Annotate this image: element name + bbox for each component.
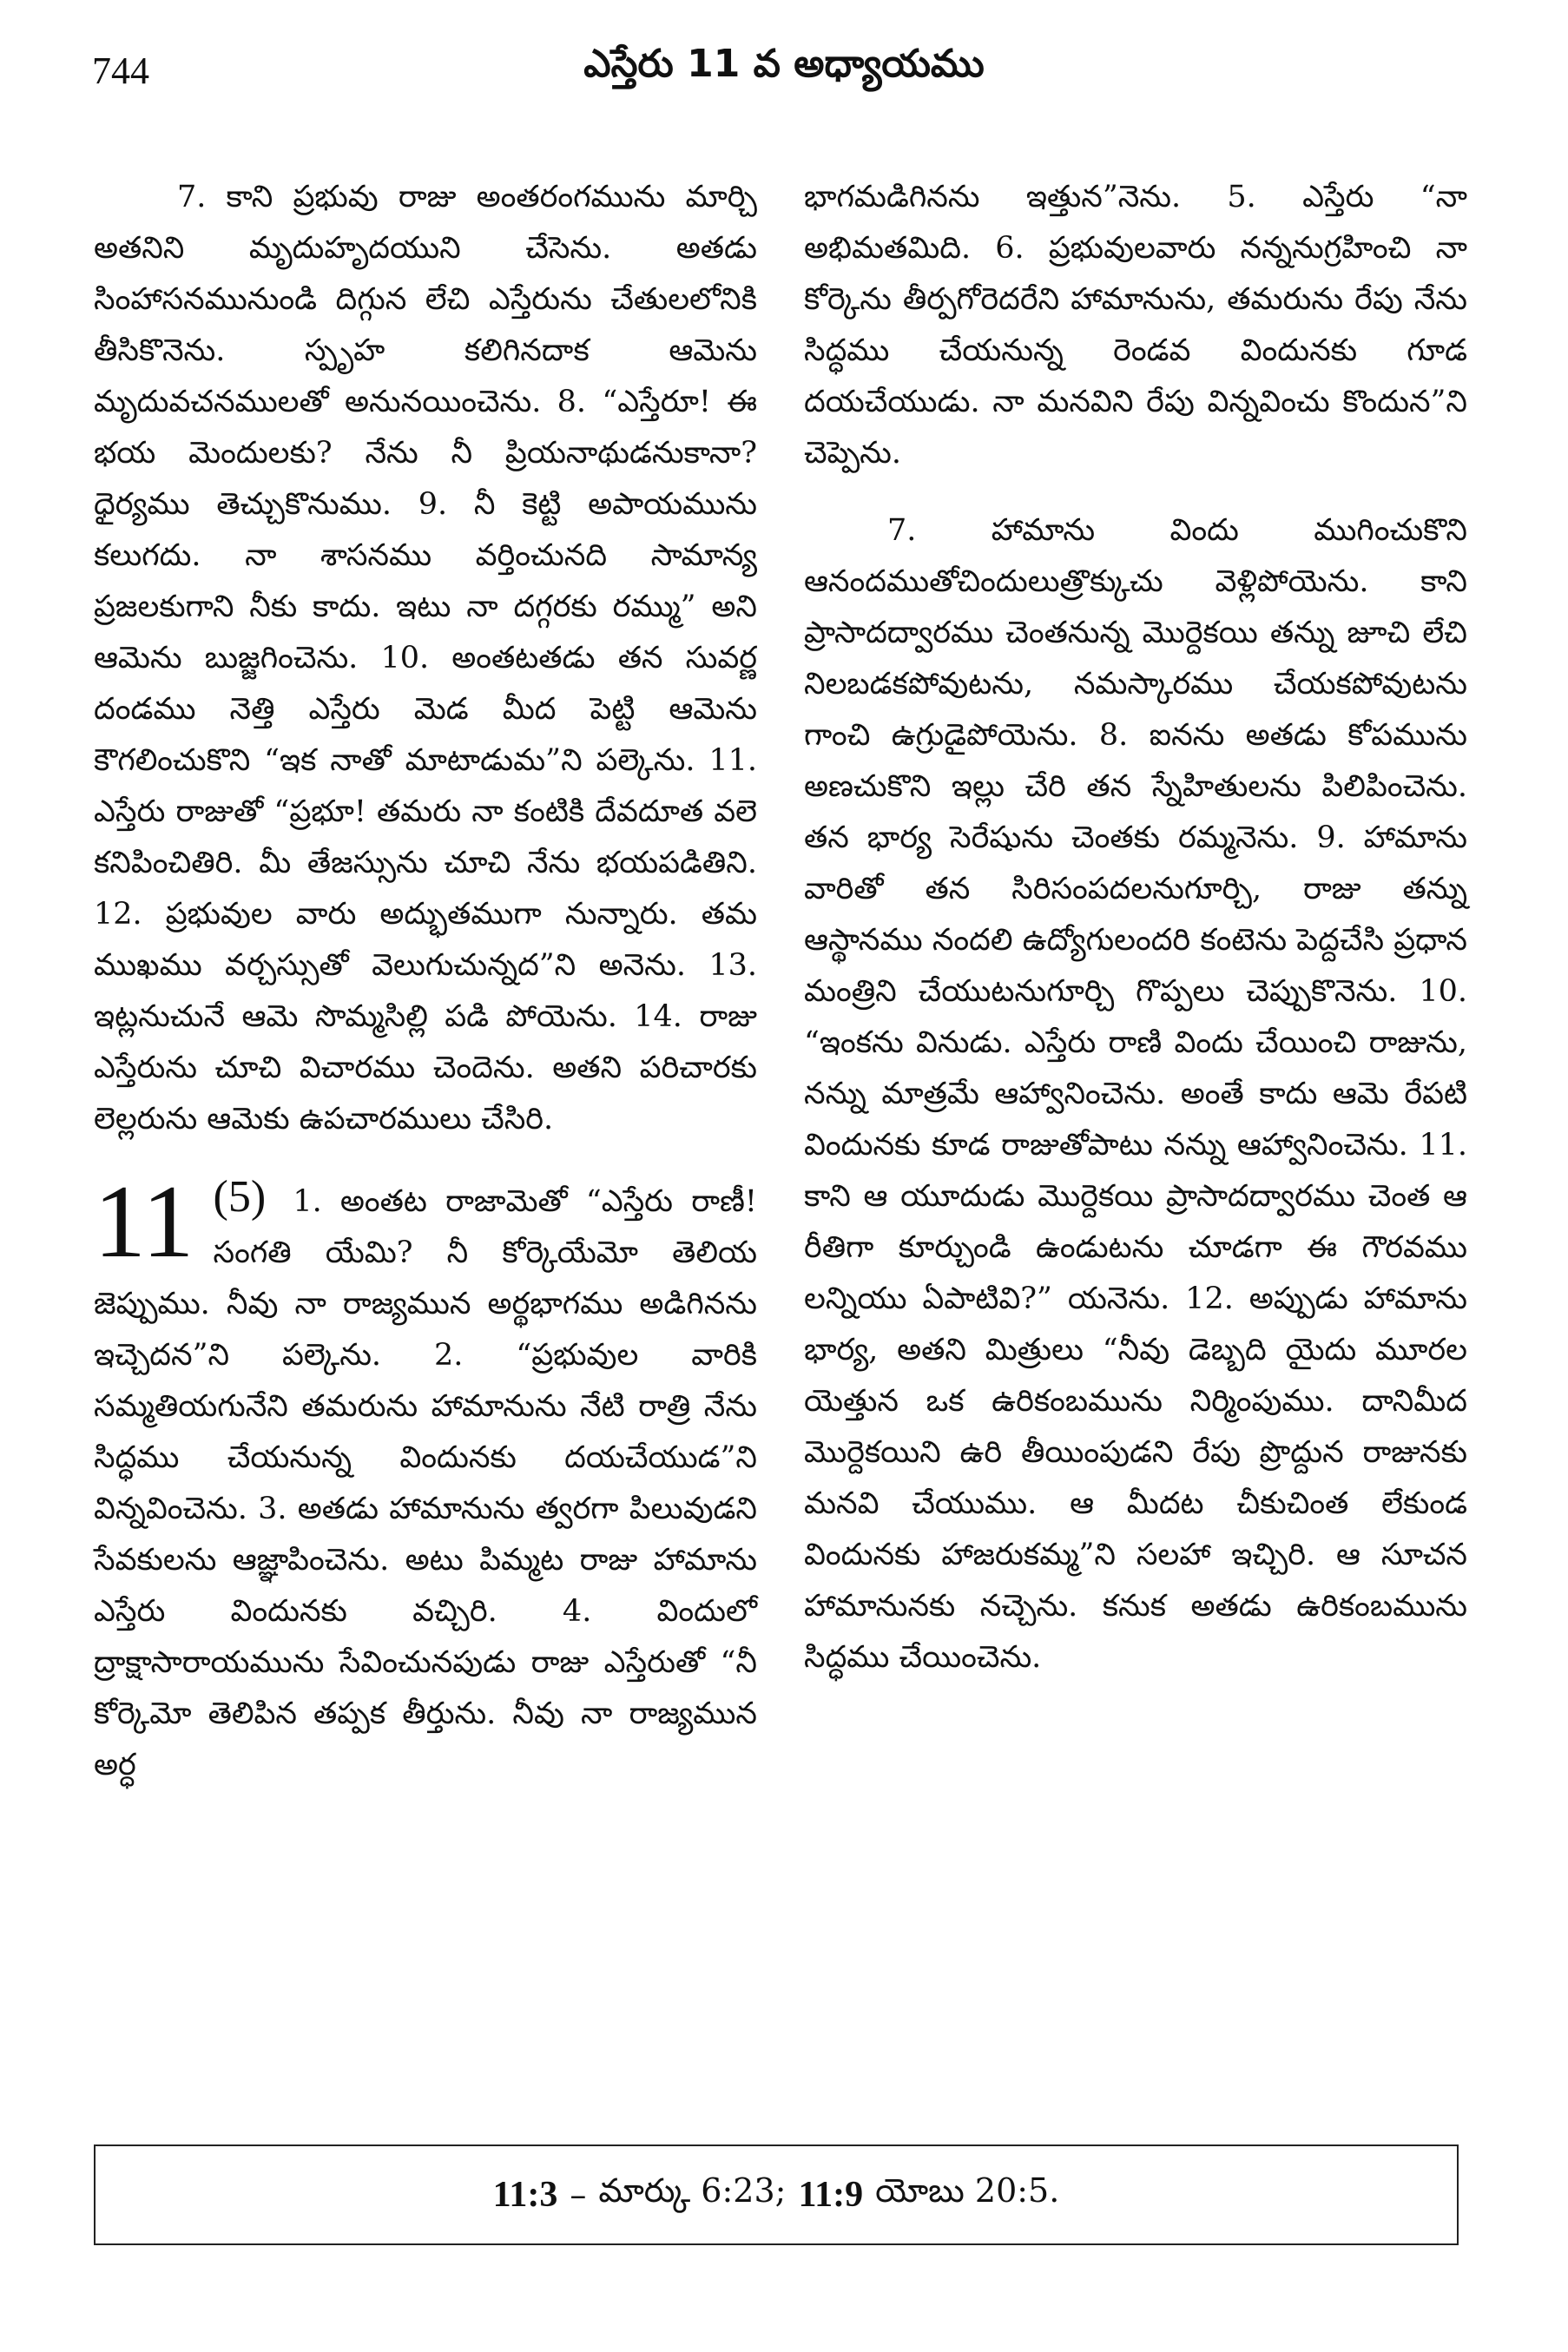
right-column xyxy=(804,172,1467,2134)
paragraph: 7. కాని ప్రభువు రాజు అంతరంగమును మార్చి అతనిని మృదుహృదయుని చేసెను. అతడు సింహాసనమునుండి దిగ్గున లేచి ఎస్తేరును చేతులలోనికి తీసికొనెను. స్పృహ కలిగినదాక ఆమెను మృదువచనములతో అనునయించెను. 8. “ఎస్తేరూ! ఈ భయ మెందులకు? నేను నీ ప్రియనాథుడనుకానా? ధైర్యము తెచ్చుకొనుము. 9. నీ కెట్టి అపాయమును కలుగదు. నా శాసనము వర్తించునది సామాన్య ప్రజలకుగాని నీకు కాదు. ఇటు నా దగ్గరకు రమ్ము” అని ఆమెను బుజ్జగించెను. 10. అంతటతడు తన సువర్ణ దండము నెత్తి ఎస్తేరు మెడ మీద పెట్టి ఆమెను కౌగలించుకొని “ఇక నాతో మాటాడుమ”ని పల్కెను. 11. ఎస్తేరు రాజుతో “ప్రభూ! తమరు నా కంటికి దేవదూత వలె కనిపించితిరి. మీ తేజస్సును చూచి నేను భయపడితిని. 12. ప్రభువుల వారు అద్భుతముగా నున్నారు. తమ ముఖము వర్చస్సుతో వెలుగుచున్నద”ని అనెను. 13. ఇట్లనుచునే ఆమె సొమ్మసిల్లి పడి పోయెను. 14. రాజు ఎస్తేరును చూచి విచారము చెందెను. అతని పరిచారకు లెల్లరును ఆమెకు ఉపచారములు చేసిరి. xyxy=(94,180,757,1136)
paragraph-text: 1. అంతట రాజామెతో “ఎస్తేరు రాణీ! సంగతి యేమి? నీ కోర్కెయేమో తెలియ జెప్పుము. నీవు నా రాజ్యమున అర్థభాగము అడిగినను ఇచ్చెదన”ని పల్కెను. 2. “ప్రభువుల వారికి సమ్మతియగునేని తమరును హామానును నేటి రాత్రి నేను సిద్ధము చేయనున్న విందునకు దయచేయుడ”ని విన్నవించెను. 3. అతడు హామానును త్వరగా పిలువుడని సేవకులను ఆజ్ఞాపించెను. అటు పిమ్మట రాజు హామాను ఎస్తేరు విందునకు వచ్చిరి. 4. విందులో ద్రాక్షాసారాయమును సేవించునపుడు రాజు ఎస్తేరుతో “నీ కోర్కెమో తెలిపిన తప్పక తీర్తును. నీవు నా రాజ్యమున అర్ధ xyxy=(94,1184,757,1782)
chapter-number: 11 xyxy=(94,1163,194,1279)
text-columns xyxy=(94,172,1467,2134)
chapter-cross-reference: (5) xyxy=(213,1172,267,1222)
running-title: ఎస్తేరు 11 వ అధ్యాయము xyxy=(583,42,985,86)
paragraph: 7. హామాను విందు ముగించుకొని ఆనందముతోచిందులుత్రొక్కుచు వెళ్లిపోయెను. కాని ప్రాసాదద్వారము చెంతనున్న మొర్దెకయి తన్ను జూచి లేచి నిలబడకపోవుటను, నమస్కారము చేయకపోవుటను గాంచి ఉగ్రుడైపోయెను. 8. ఐనను అతడు కోపమును అణచుకొని ఇల్లు చేరి తన స్నేహితులను పిలిపించెను. తన భార్య సెరేషును చెంతకు రమ్మనెను. 9. హామాను వారితో తన సిరిసంపదలనుగూర్చి, రాజు తన్ను ఆస్థానము నందలి ఉద్యోగులందరి కంటెను పెద్దచేసి ప్రధాన మంత్రిని చేయుటనుగూర్చి గొప్పలు చెప్పుకొనెను. 10. “ఇంకను వినుడు. ఎస్తేరు రాణి విందు చేయించి రాజును, నన్ను మాత్రమే ఆహ్వానించెను. అంతే కాదు ఆమె రేపటి విందునకు కూడ రాజుతోపాటు నన్ను ఆహ్వానించెను. 11. కాని ఆ యూదుడు మొర్దెకయి ప్రాసాదద్వారము చెంత ఆ రీతిగా కూర్చుండి ఉండుటను చూడగా ఈ గౌరవము లన్నియు ఏపాటివి?” యనెను. 12. అప్పుడు హామాను భార్య, అతని మిత్రులు “నీవు డెబ్బది యైదు మూరల యెత్తున ఒక ఉరికంబమును నిర్మింపుము. దానిమీద మొర్దెకయిని ఉరి తీయింపుడని రేపు ప్రొద్దున రాజునకు మనవి చేయుము. ఆ మీదట చీకుచింత లేకుండ విందునకు హాజరుకమ్మ”ని సలహా ఇచ్చిరి. ఆ సూచన హామానునకు నచ్చెను. కనుక అతడు ఉరికంబమును సిద్ధము చేయించెను. xyxy=(804,513,1467,1675)
footnote-text: మార్కు 6:23; xyxy=(598,2171,787,2210)
footnote-ref: 11:3 xyxy=(492,2175,558,2215)
footnote-box xyxy=(94,2144,1459,2245)
chapter-opening-paragraph xyxy=(94,1163,757,1791)
left-column xyxy=(94,172,757,2134)
footnote-ref: 11:9 xyxy=(798,2175,864,2215)
footnote-text: యోబు 20:5. xyxy=(875,2171,1060,2210)
page-number: 744 xyxy=(92,49,149,92)
footnote-dash: – xyxy=(570,2176,587,2214)
paragraph: భాగమడిగినను ఇత్తున”నెను. 5. ఎస్తేరు “నా అభిమతమిది. 6. ప్రభువులవారు నన్ననుగ్రహించి నా కోర్కెను తీర్పగోరెదరేని హామానును, తమరును రేపు నేను సిద్ధము చేయనున్న రెండవ విందునకు గూడ దయచేయుడు. నా మనవిని రేపు విన్నవించు కొందున”ని చెప్పెను. xyxy=(804,180,1467,471)
